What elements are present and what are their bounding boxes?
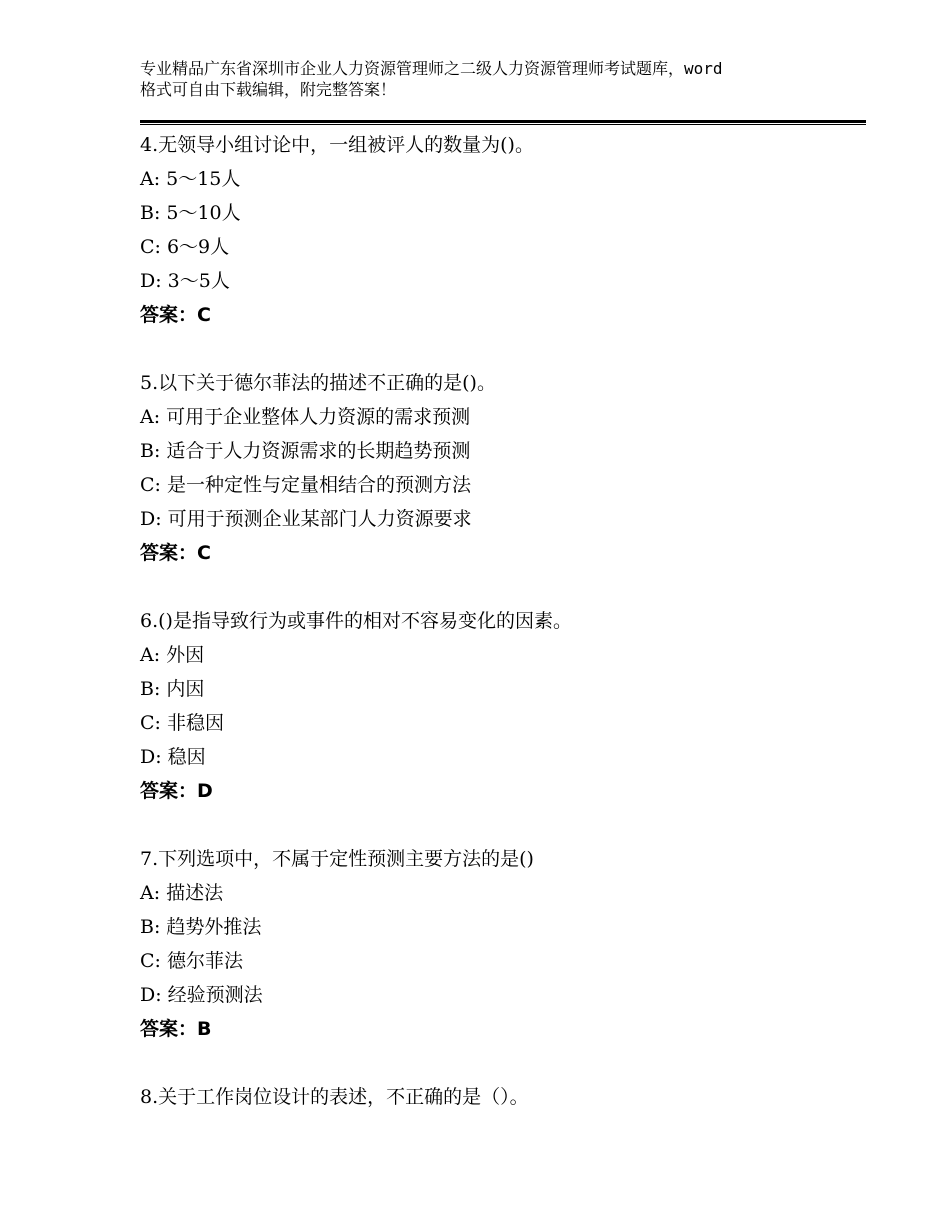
option-letter: A: [140, 644, 161, 666]
option-text: 非稳因 [166, 712, 224, 734]
option-c [140, 706, 866, 740]
question-4 [140, 128, 866, 332]
header-divider-thick [140, 120, 866, 123]
option-c [140, 468, 866, 502]
question-5 [140, 366, 866, 570]
option-letter: A: [140, 168, 161, 190]
answer-line: 答案：D [140, 780, 213, 802]
header-line-1: 专业精品广东省深圳市企业人力资源管理师之二级人力资源管理师考试题库，word [140, 59, 723, 78]
option-b [140, 434, 866, 468]
answer-line: 答案：C [140, 304, 211, 326]
option-letter: C: [140, 236, 161, 258]
option-b [140, 910, 866, 944]
question-list [140, 128, 866, 1148]
header-divider-thin [140, 124, 866, 125]
option-letter: D: [140, 270, 162, 292]
option-letter: D: [140, 508, 162, 530]
option-a [140, 638, 866, 672]
option-text: 是一种定性与定量相结合的预测方法 [166, 474, 471, 496]
question-7 [140, 842, 866, 1046]
option-letter: A: [140, 406, 161, 428]
option-letter: B: [140, 678, 161, 700]
option-letter: C: [140, 950, 161, 972]
answer-line: 答案：B [140, 1018, 212, 1040]
option-text: 经验预测法 [167, 984, 263, 1006]
option-text: 可用于预测企业某部门人力资源要求 [167, 508, 472, 530]
question-8 [140, 1080, 866, 1114]
answer-line: 答案：C [140, 542, 211, 564]
option-text: 德尔菲法 [166, 950, 243, 972]
option-c [140, 230, 866, 264]
option-text: 适合于人力资源需求的长期趋势预测 [166, 440, 471, 462]
header-line-2: 格式可自由下载编辑，附完整答案！ [140, 80, 397, 99]
option-letter: C: [140, 712, 161, 734]
question-6 [140, 604, 866, 808]
option-text: 6～9人 [166, 236, 230, 258]
option-text: 5～10人 [166, 202, 241, 224]
option-letter: B: [140, 440, 161, 462]
option-text: 5～15人 [166, 168, 241, 190]
option-b [140, 196, 866, 230]
question-stem: 6.()是指导致行为或事件的相对不容易变化的因素。 [140, 610, 572, 632]
option-letter: B: [140, 202, 161, 224]
option-a [140, 162, 866, 196]
option-text: 描述法 [166, 882, 224, 904]
option-c [140, 944, 866, 978]
option-d [140, 740, 866, 774]
option-text: 稳因 [167, 746, 206, 768]
question-stem: 7.下列选项中，不属于定性预测主要方法的是() [140, 848, 534, 870]
option-text: 外因 [166, 644, 205, 666]
question-stem: 8.关于工作岗位设计的表述，不正确的是（）。 [140, 1086, 529, 1108]
option-letter: A: [140, 882, 161, 904]
option-d [140, 264, 866, 298]
option-text: 内因 [166, 678, 205, 700]
option-a [140, 400, 866, 434]
option-a [140, 876, 866, 910]
option-letter: C: [140, 474, 161, 496]
option-b [140, 672, 866, 706]
option-d [140, 978, 866, 1012]
question-stem: 5.以下关于德尔菲法的描述不正确的是()。 [140, 372, 496, 394]
option-text: 趋势外推法 [166, 916, 262, 938]
option-d [140, 502, 866, 536]
option-text: 可用于企业整体人力资源的需求预测 [166, 406, 471, 428]
option-letter: D: [140, 984, 162, 1006]
option-text: 3～5人 [167, 270, 230, 292]
option-letter: D: [140, 746, 162, 768]
document-header [140, 58, 840, 100]
option-letter: B: [140, 916, 161, 938]
question-stem: 4.无领导小组讨论中，一组被评人的数量为()。 [140, 134, 534, 156]
